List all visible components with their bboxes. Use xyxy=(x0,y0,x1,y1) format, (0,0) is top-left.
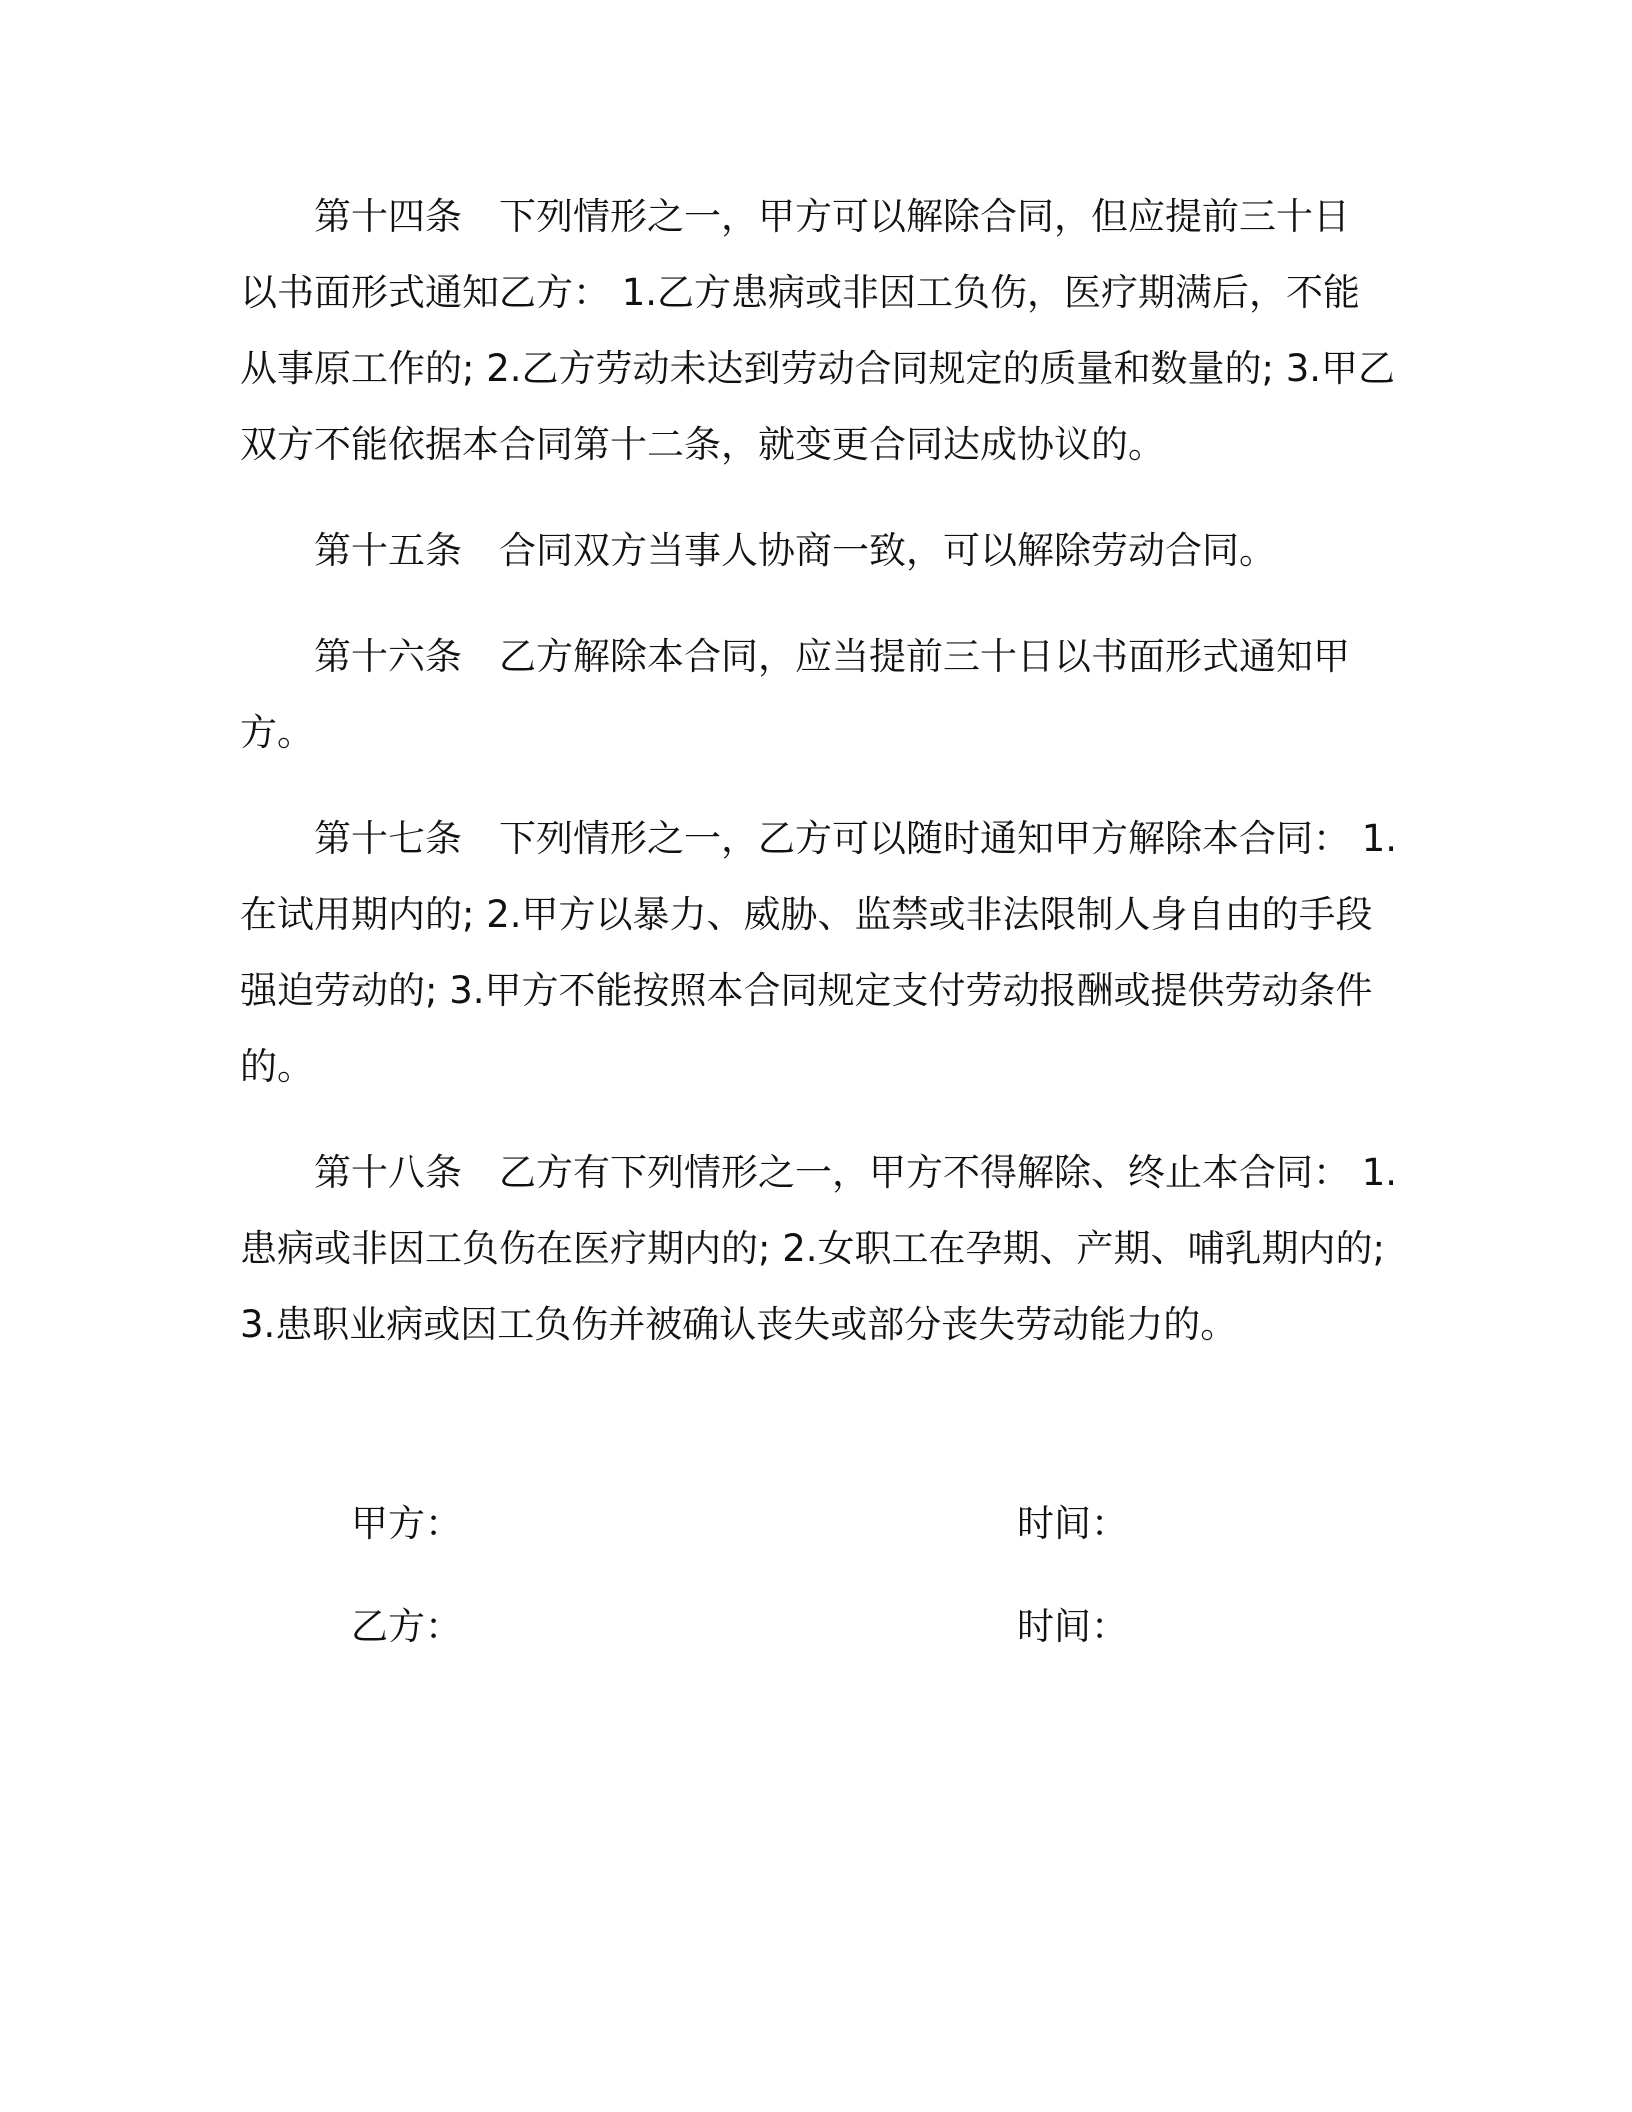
article-line xyxy=(240,801,1400,877)
party-a-time-label: 时间： xyxy=(1017,1502,1128,1545)
party-b-label: 乙方： xyxy=(351,1605,462,1648)
article-text: 合同双方当事人协商一致，可以解除劳动合同。 xyxy=(499,529,1276,572)
article-line: 的。 xyxy=(240,1045,314,1088)
article-line: 从事原工作的; 2.乙方劳动未达到劳动合同规定的质量和数量的; 3.甲乙 xyxy=(240,347,1396,390)
article-text: 乙方解除本合同，应当提前三十日以书面形式通知甲 xyxy=(499,635,1350,678)
article-line xyxy=(240,513,1400,589)
article-number: 第十八条 xyxy=(314,1151,462,1194)
article-text: 下列情形之一，乙方可以随时通知甲方解除本合同： 1. xyxy=(499,817,1398,860)
article-number: 第十四条 xyxy=(314,195,462,238)
article-number: 第十五条 xyxy=(314,529,462,572)
signature-block xyxy=(0,1486,1632,1692)
party-a-label: 甲方： xyxy=(351,1502,462,1545)
article-17 xyxy=(240,801,1400,1105)
article-14 xyxy=(240,179,1400,483)
article-line xyxy=(240,1135,1400,1211)
signature-row-party-a xyxy=(0,1486,1632,1589)
article-line: 在试用期内的; 2.甲方以暴力、威胁、监禁或非法限制人身自由的手段 xyxy=(240,893,1373,936)
article-line: 双方不能依据本合同第十二条，就变更合同达成协议的。 xyxy=(240,423,1165,466)
article-line: 以书面形式通知乙方： 1.乙方患病或非因工负伤，医疗期满后，不能 xyxy=(240,271,1361,314)
article-line: 3.患职业病或因工负伤并被确认丧失或部分丧失劳动能力的。 xyxy=(240,1303,1238,1346)
article-line: 强迫劳动的; 3.甲方不能按照本合同规定支付劳动报酬或提供劳动条件 xyxy=(240,969,1373,1012)
article-number: 第十六条 xyxy=(314,635,462,678)
article-15 xyxy=(240,513,1400,589)
article-number: 第十七条 xyxy=(314,817,462,860)
article-text: 乙方有下列情形之一，甲方不得解除、终止本合同： 1. xyxy=(499,1151,1398,1194)
article-16 xyxy=(240,619,1400,771)
article-text: 下列情形之一，甲方可以解除合同，但应提前三十日 xyxy=(499,195,1350,238)
article-line xyxy=(240,179,1400,255)
contract-body xyxy=(240,179,1400,1393)
article-line: 患病或非因工负伤在医疗期内的; 2.女职工在孕期、产期、哺乳期内的; xyxy=(240,1227,1385,1270)
signature-row-party-b xyxy=(0,1589,1632,1692)
party-b-time-label: 时间： xyxy=(1017,1605,1128,1648)
article-line xyxy=(240,619,1400,695)
article-18 xyxy=(240,1135,1400,1363)
article-line: 方。 xyxy=(240,711,314,754)
